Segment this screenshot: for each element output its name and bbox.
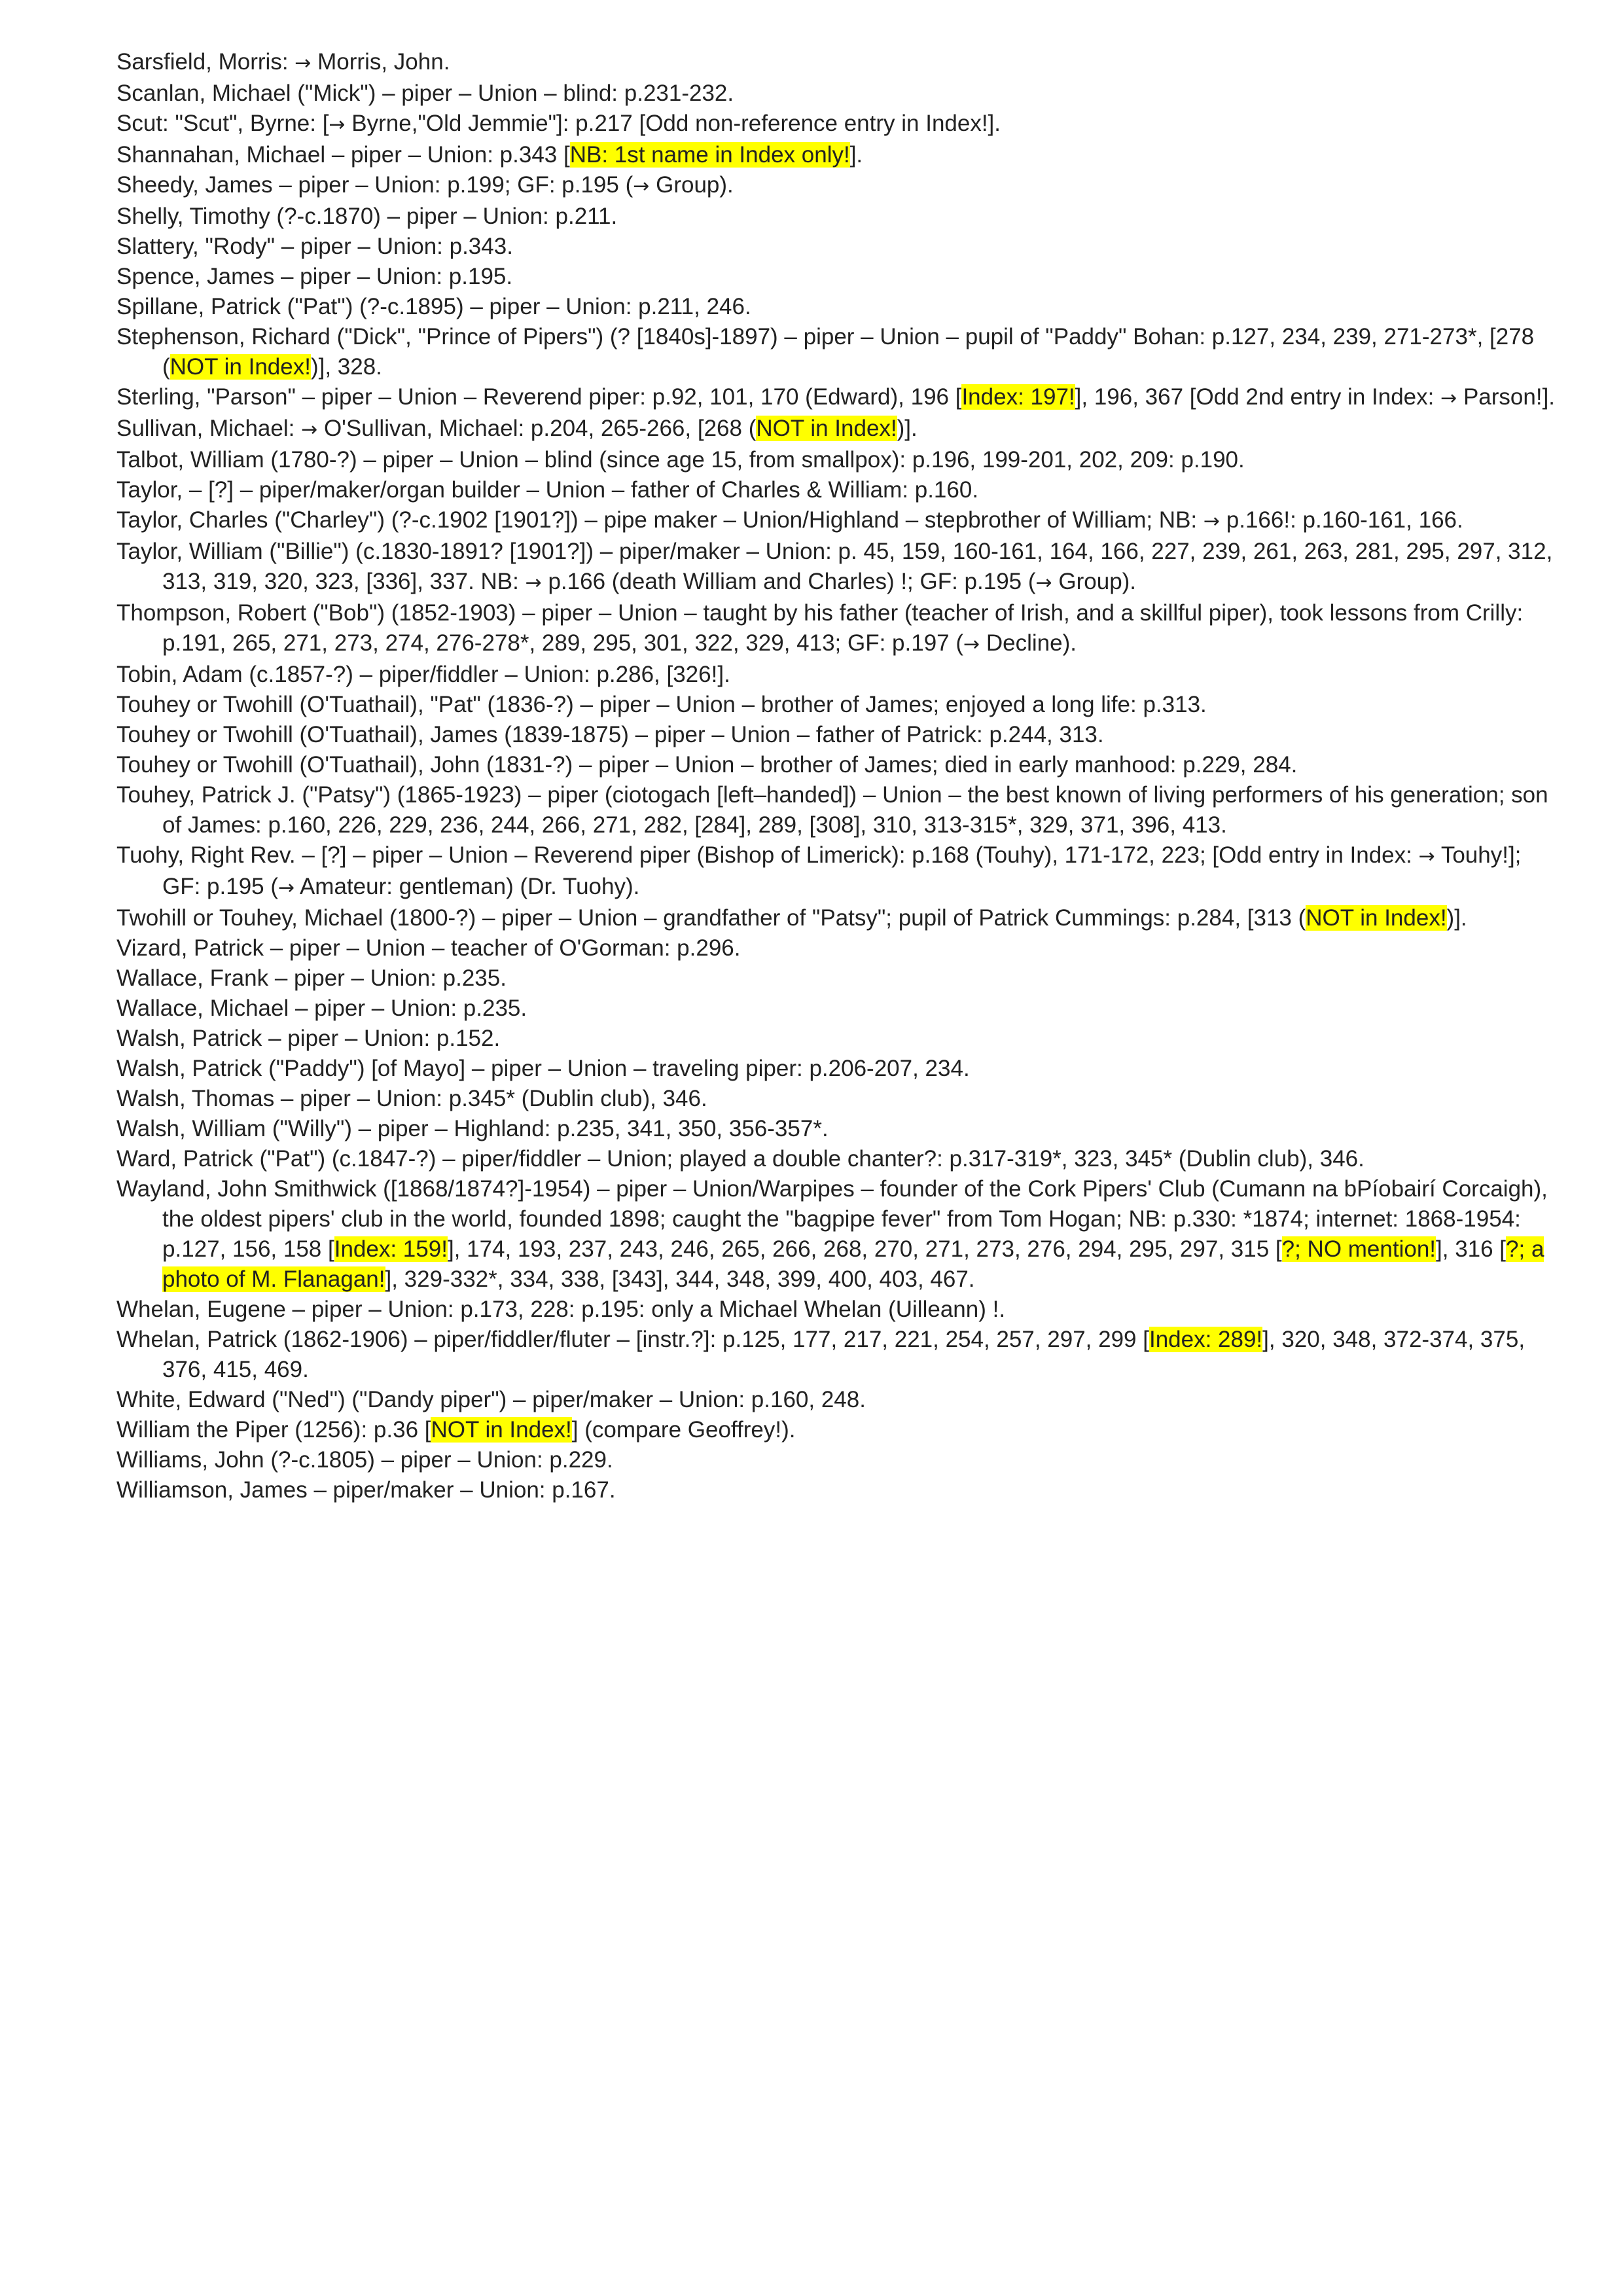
arrow-right-icon: → <box>1440 387 1457 410</box>
entry-text: Wayland, John Smithwick ([1868/1874?]-1954) – piper – Union/Warpipes – founder of the Cork Pipers' Club (Cumann na bPíobairí Corcaigh), the oldest pipers' club in the world, founded 1898; caught the "bagpipe fever" from Tom Hogan; NB: p.330: *1874; internet: 1868-1954: p.127, 156, 158 [ <box>116 1176 1548 1262</box>
entry-text: Tobin, Adam (c.1857-?) – piper/fiddler – Union: p.286, [326!]. <box>116 662 730 687</box>
arrow-right-icon: → <box>1203 510 1221 533</box>
highlighted-note: NOT in Index! <box>169 354 311 380</box>
entry-text: Touhy!]; GF: p.195 ( <box>162 842 1522 899</box>
highlighted-note: ?; a photo of M. Flanagan! <box>162 1236 1544 1292</box>
entry-text: Sarsfield, Morris: <box>116 49 295 75</box>
index-entry <box>116 1114 1556 1144</box>
entry-text: Slattery, "Rody" – piper – Union: p.343. <box>116 234 513 259</box>
entry-text: Walsh, William ("Willy") – piper – Highland: p.235, 341, 350, 356-357*. <box>116 1116 829 1141</box>
index-entry <box>116 1295 1556 1325</box>
index-entry <box>116 262 1556 292</box>
entry-text: Sterling, "Parson" – piper – Union – Reverend piper: p.92, 101, 170 (Edward), 196 [ <box>116 384 962 410</box>
index-entry <box>116 322 1556 382</box>
entry-text: ] (compare Geoffrey!). <box>571 1417 796 1443</box>
index-entry <box>116 1475 1556 1505</box>
entry-text: Decline). <box>980 630 1077 656</box>
entry-text: p.166 (death William and Charles) !; GF: p.195 ( <box>541 569 1036 594</box>
entry-text: Stephenson, Richard ("Dick", "Prince of Pipers") (? [1840s]-1897) – piper – Union – pupil of "Paddy" Bohan: p.127, 234, 239, 271-273*, [278 ( <box>116 324 1535 380</box>
entry-text: Sheedy, James – piper – Union: p.199; GF: p.195 ( <box>116 172 633 198</box>
entry-text: Touhey, Patrick J. ("Patsy") (1865-1923) – piper (ciotogach [left–handed]) – Union – the best known of living performers of his generation; son of James: p.160, 226, 229, 236, 244, 266, 271, 282, [284], 289, [308], 310, 313-315*, 329, 371, 396, 413. <box>116 782 1548 838</box>
entry-text: Wallace, Michael – piper – Union: p.235. <box>116 996 527 1021</box>
entry-text: Walsh, Thomas – piper – Union: p.345* (Dublin club), 346. <box>116 1086 707 1111</box>
index-entry <box>116 660 1556 690</box>
index-entry <box>116 505 1556 537</box>
index-entry <box>116 963 1556 994</box>
entry-text: Shannahan, Michael – piper – Union: p.343 [ <box>116 142 570 168</box>
entry-text: Sullivan, Michael: <box>116 416 302 441</box>
entry-text: )], 328. <box>310 354 382 380</box>
index-entry <box>116 1054 1556 1084</box>
entry-text: Twohill or Touhey, Michael (1800-?) – piper – Union – grandfather of "Patsy"; pupil of Patrick Cummings: p.284, [313 ( <box>116 905 1306 931</box>
index-entry <box>116 1445 1556 1475</box>
index-entry <box>116 750 1556 780</box>
entry-text: White, Edward ("Ned") ("Dandy piper") – piper/maker – Union: p.160, 248. <box>116 1387 866 1412</box>
index-entry <box>116 1385 1556 1415</box>
index-entry <box>116 537 1556 598</box>
entry-text: ], 316 [ <box>1436 1236 1507 1262</box>
entry-text: p.166!: p.160-161, 166. <box>1220 507 1463 533</box>
entry-text: Walsh, Patrick – piper – Union: p.152. <box>116 1026 501 1051</box>
entry-text: Scut: "Scut", Byrne: [ <box>116 111 329 136</box>
entry-text: Group). <box>649 172 734 198</box>
highlighted-note: NOT in Index! <box>1306 905 1447 931</box>
highlighted-note: NB: 1st name in Index only! <box>569 142 850 168</box>
index-entry <box>116 720 1556 750</box>
entry-text: Scanlan, Michael ("Mick") – piper – Union – blind: p.231-232. <box>116 81 734 106</box>
index-entry <box>116 47 1556 79</box>
arrow-right-icon: → <box>329 113 346 136</box>
highlighted-note: ?; NO mention! <box>1281 1236 1436 1262</box>
entry-text: Wallace, Frank – piper – Union: p.235. <box>116 965 507 991</box>
index-entry <box>116 1144 1556 1174</box>
arrow-right-icon: → <box>278 876 295 899</box>
entry-text: )]. <box>897 416 918 441</box>
entry-text: Talbot, William (1780-?) – piper – Union – blind (since age 15, from smallpox): p.196, 199-201, 202, 209: p.190. <box>116 447 1245 473</box>
entry-text: Williamson, James – piper/maker – Union: p.167. <box>116 1477 616 1503</box>
entry-text: ]. <box>849 142 863 168</box>
entry-text: William the Piper (1256): p.36 [ <box>116 1417 431 1443</box>
entry-text: Ward, Patrick ("Pat") (c.1847-?) – piper/fiddler – Union; played a double chanter?: p.317-319*, 323, 345* (Dublin club), 346. <box>116 1146 1364 1172</box>
arrow-right-icon: → <box>633 175 650 198</box>
entry-text: Spence, James – piper – Union: p.195. <box>116 264 513 289</box>
index-entry <box>116 1415 1556 1445</box>
entry-text: Vizard, Patrick – piper – Union – teacher of O'Gorman: p.296. <box>116 935 741 961</box>
entry-text: Taylor, Charles ("Charley") (?-c.1902 [1901?]) – pipe maker – Union/Highland – stepbrother of William; NB: <box>116 507 1204 533</box>
entry-text: Tuohy, Right Rev. – [?] – piper – Union – Reverend piper (Bishop of Limerick): p.168 (Touhy), 171-172, 223; [Odd entry in Index: <box>116 842 1419 868</box>
arrow-right-icon: → <box>1035 571 1052 594</box>
entry-text: ], 329-332*, 334, 338, [343], 344, 348, 399, 400, 403, 467. <box>385 1266 975 1292</box>
highlighted-note: Index: 197! <box>961 384 1075 410</box>
entry-text: Walsh, Patrick ("Paddy") [of Mayo] – piper – Union – traveling piper: p.206-207, 234. <box>116 1056 970 1081</box>
highlighted-note: Index: 289! <box>1149 1327 1263 1352</box>
entry-text: Taylor, – [?] – piper/maker/organ builder – Union – father of Charles & William: p.160. <box>116 477 979 503</box>
entry-text: Parson!]. <box>1457 384 1556 410</box>
entry-text: Touhey or Twohill (O'Tuathail), "Pat" (1836-?) – piper – Union – brother of James; enjoyed a long life: p.313. <box>116 692 1207 717</box>
entry-text: ], 320, 348, 372-374, 375, 376, 415, 469. <box>162 1327 1525 1382</box>
index-entry <box>116 414 1556 445</box>
highlighted-note: NOT in Index! <box>431 1417 572 1443</box>
entry-text: Byrne,"Old Jemmie"]: p.217 [Odd non-reference entry in Index!]. <box>345 111 1001 136</box>
arrow-right-icon: → <box>963 633 980 656</box>
entry-text: Whelan, Eugene – piper – Union: p.173, 228: p.195: only a Michael Whelan (Uilleann) !. <box>116 1297 1006 1322</box>
index-entry <box>116 1024 1556 1054</box>
arrow-right-icon: → <box>294 52 312 75</box>
entry-text: Thompson, Robert ("Bob") (1852-1903) – piper – Union – taught by his father (teacher of Irish, and a skillful piper), took lessons from Crilly: p.191, 265, 271, 273, 274, 276-278*, 289, 295, 301, 322, 329, 413; GF: p.197 ( <box>116 600 1524 656</box>
index-entry-list <box>116 47 1556 1505</box>
index-entry <box>116 475 1556 505</box>
index-entry <box>116 933 1556 963</box>
index-entry <box>116 903 1556 933</box>
arrow-right-icon: → <box>1418 845 1435 868</box>
index-entry <box>116 382 1556 414</box>
entry-text: Spillane, Patrick ("Pat") (?-c.1895) – piper – Union: p.211, 246. <box>116 294 751 319</box>
entry-text: ], 196, 367 [Odd 2nd entry in Index: <box>1075 384 1441 410</box>
entry-text: Amateur: gentleman) (Dr. Tuohy). <box>294 874 640 899</box>
arrow-right-icon: → <box>525 571 542 594</box>
entry-text: Taylor, William ("Billie") (c.1830-1891? [1901?]) – piper/maker – Union: p. 45, 159, 160-161, 164, 166, 227, 239, 261, 263, 281, 295, 297, 312, 313, 319, 320, 323, [336], 337. NB: <box>116 539 1553 594</box>
index-entry <box>116 109 1556 140</box>
index-entry <box>116 1084 1556 1114</box>
highlighted-note: Index: 159! <box>334 1236 448 1262</box>
entry-text: O'Sullivan, Michael: p.204, 265-266, [268 ( <box>317 416 757 441</box>
index-entry <box>116 140 1556 170</box>
index-entry <box>116 994 1556 1024</box>
entry-text: ], 174, 193, 237, 243, 246, 265, 266, 268, 270, 271, 273, 276, 294, 295, 297, 315 [ <box>447 1236 1282 1262</box>
entry-text: Whelan, Patrick (1862-1906) – piper/fiddler/fluter – [instr.?]: p.125, 177, 217, 221, 254, 257, 297, 299 [ <box>116 1327 1149 1352</box>
index-entry <box>116 292 1556 322</box>
highlighted-note: NOT in Index! <box>756 416 897 441</box>
arrow-right-icon: → <box>301 418 318 441</box>
entry-text: Group). <box>1052 569 1137 594</box>
entry-text: Shelly, Timothy (?-c.1870) – piper – Union: p.211. <box>116 204 618 229</box>
index-entry <box>116 79 1556 109</box>
index-entry <box>116 1325 1556 1385</box>
index-entry <box>116 690 1556 720</box>
entry-text: Morris, John. <box>311 49 450 75</box>
index-entry <box>116 232 1556 262</box>
entry-text: Touhey or Twohill (O'Tuathail), James (1839-1875) – piper – Union – father of Patrick: p.244, 313. <box>116 722 1104 747</box>
index-entry <box>116 445 1556 475</box>
index-entry <box>116 598 1556 660</box>
index-entry <box>116 840 1556 903</box>
index-entry <box>116 202 1556 232</box>
entry-text: )]. <box>1446 905 1467 931</box>
entry-text: Williams, John (?-c.1805) – piper – Union: p.229. <box>116 1447 613 1473</box>
index-entry <box>116 170 1556 202</box>
index-entry <box>116 780 1556 840</box>
entry-text: Touhey or Twohill (O'Tuathail), John (1831-?) – piper – Union – brother of James; died in early manhood: p.229, 284. <box>116 752 1298 778</box>
index-entry <box>116 1174 1556 1295</box>
